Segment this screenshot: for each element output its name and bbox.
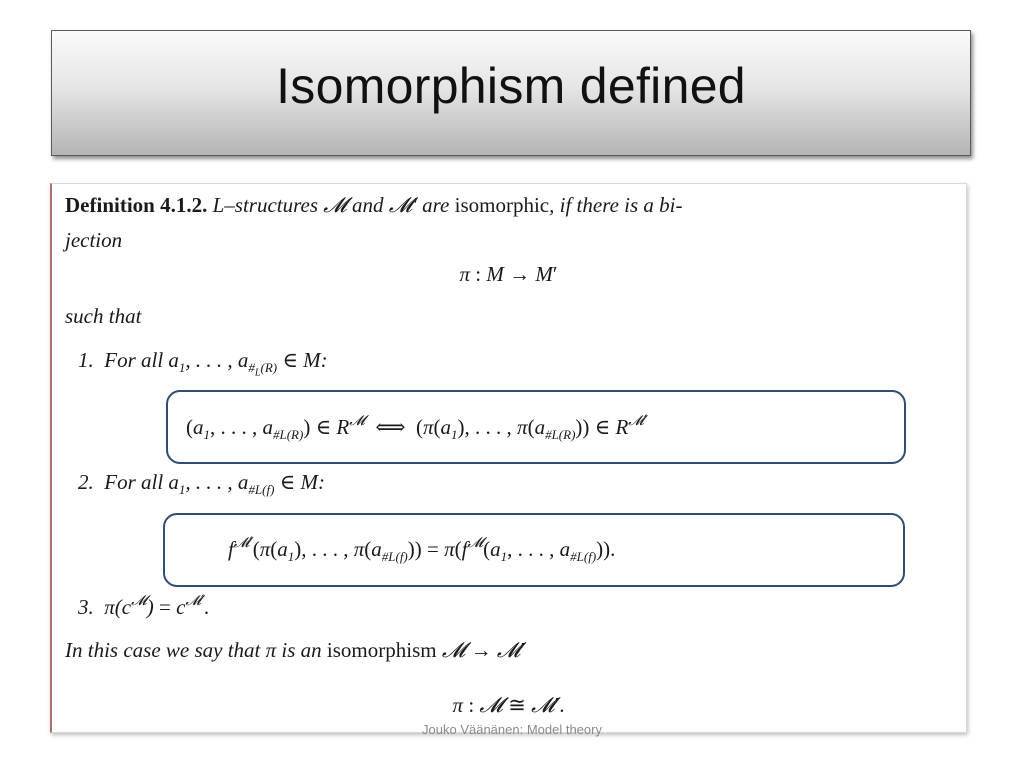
definition-line-1: Definition 4.1.2. L–structures 𝓜 and 𝓜′ are isomorphic, if there is a bi- (65, 193, 683, 217)
item-2-text: 2. For all $a_1$, . . . , $a_{\#L(f)}$ ∈ M: (78, 470, 325, 497)
title-bar (51, 30, 971, 156)
conclusion-text: In this case we say that π is an isomorphism 𝓜 → 𝓜′ (65, 638, 526, 662)
formula-2: $f^{𝓜'}(\pi(a_1)$, . . . , $\pi(a_{\#L(f)})) = \pi(f^𝓜(a_1$, . . . , $a_{\#L(f)}$)). (228, 535, 616, 564)
such-that-text: such that (65, 304, 142, 328)
bijection-formula: π : M → M′ (459, 262, 558, 286)
formula-1: ($a_1$, . . . , $a_{\#L(R)}$) ∈ $R^𝓜$ ⟺ ($\pi(a_1)$, . . . , $\pi(a_{\#L(R)})$) ∈ $R^{𝓜'}$ (186, 413, 648, 442)
slide-title: Isomorphism defined (276, 58, 746, 114)
slide-footer: Jouko Väänänen: Model theory (422, 722, 602, 737)
isomorphism-notation: π : 𝓜 ≅ 𝓜′. (452, 693, 565, 717)
definition-line-2: jection (65, 228, 123, 252)
item-1-text: 1. For all $a_1$, . . . , $a_{\#_L(R)}$ ∈ M: (78, 348, 328, 379)
item-3-text: 3. $\pi(c^𝓜) = c^{𝓜'}$. (78, 593, 210, 619)
